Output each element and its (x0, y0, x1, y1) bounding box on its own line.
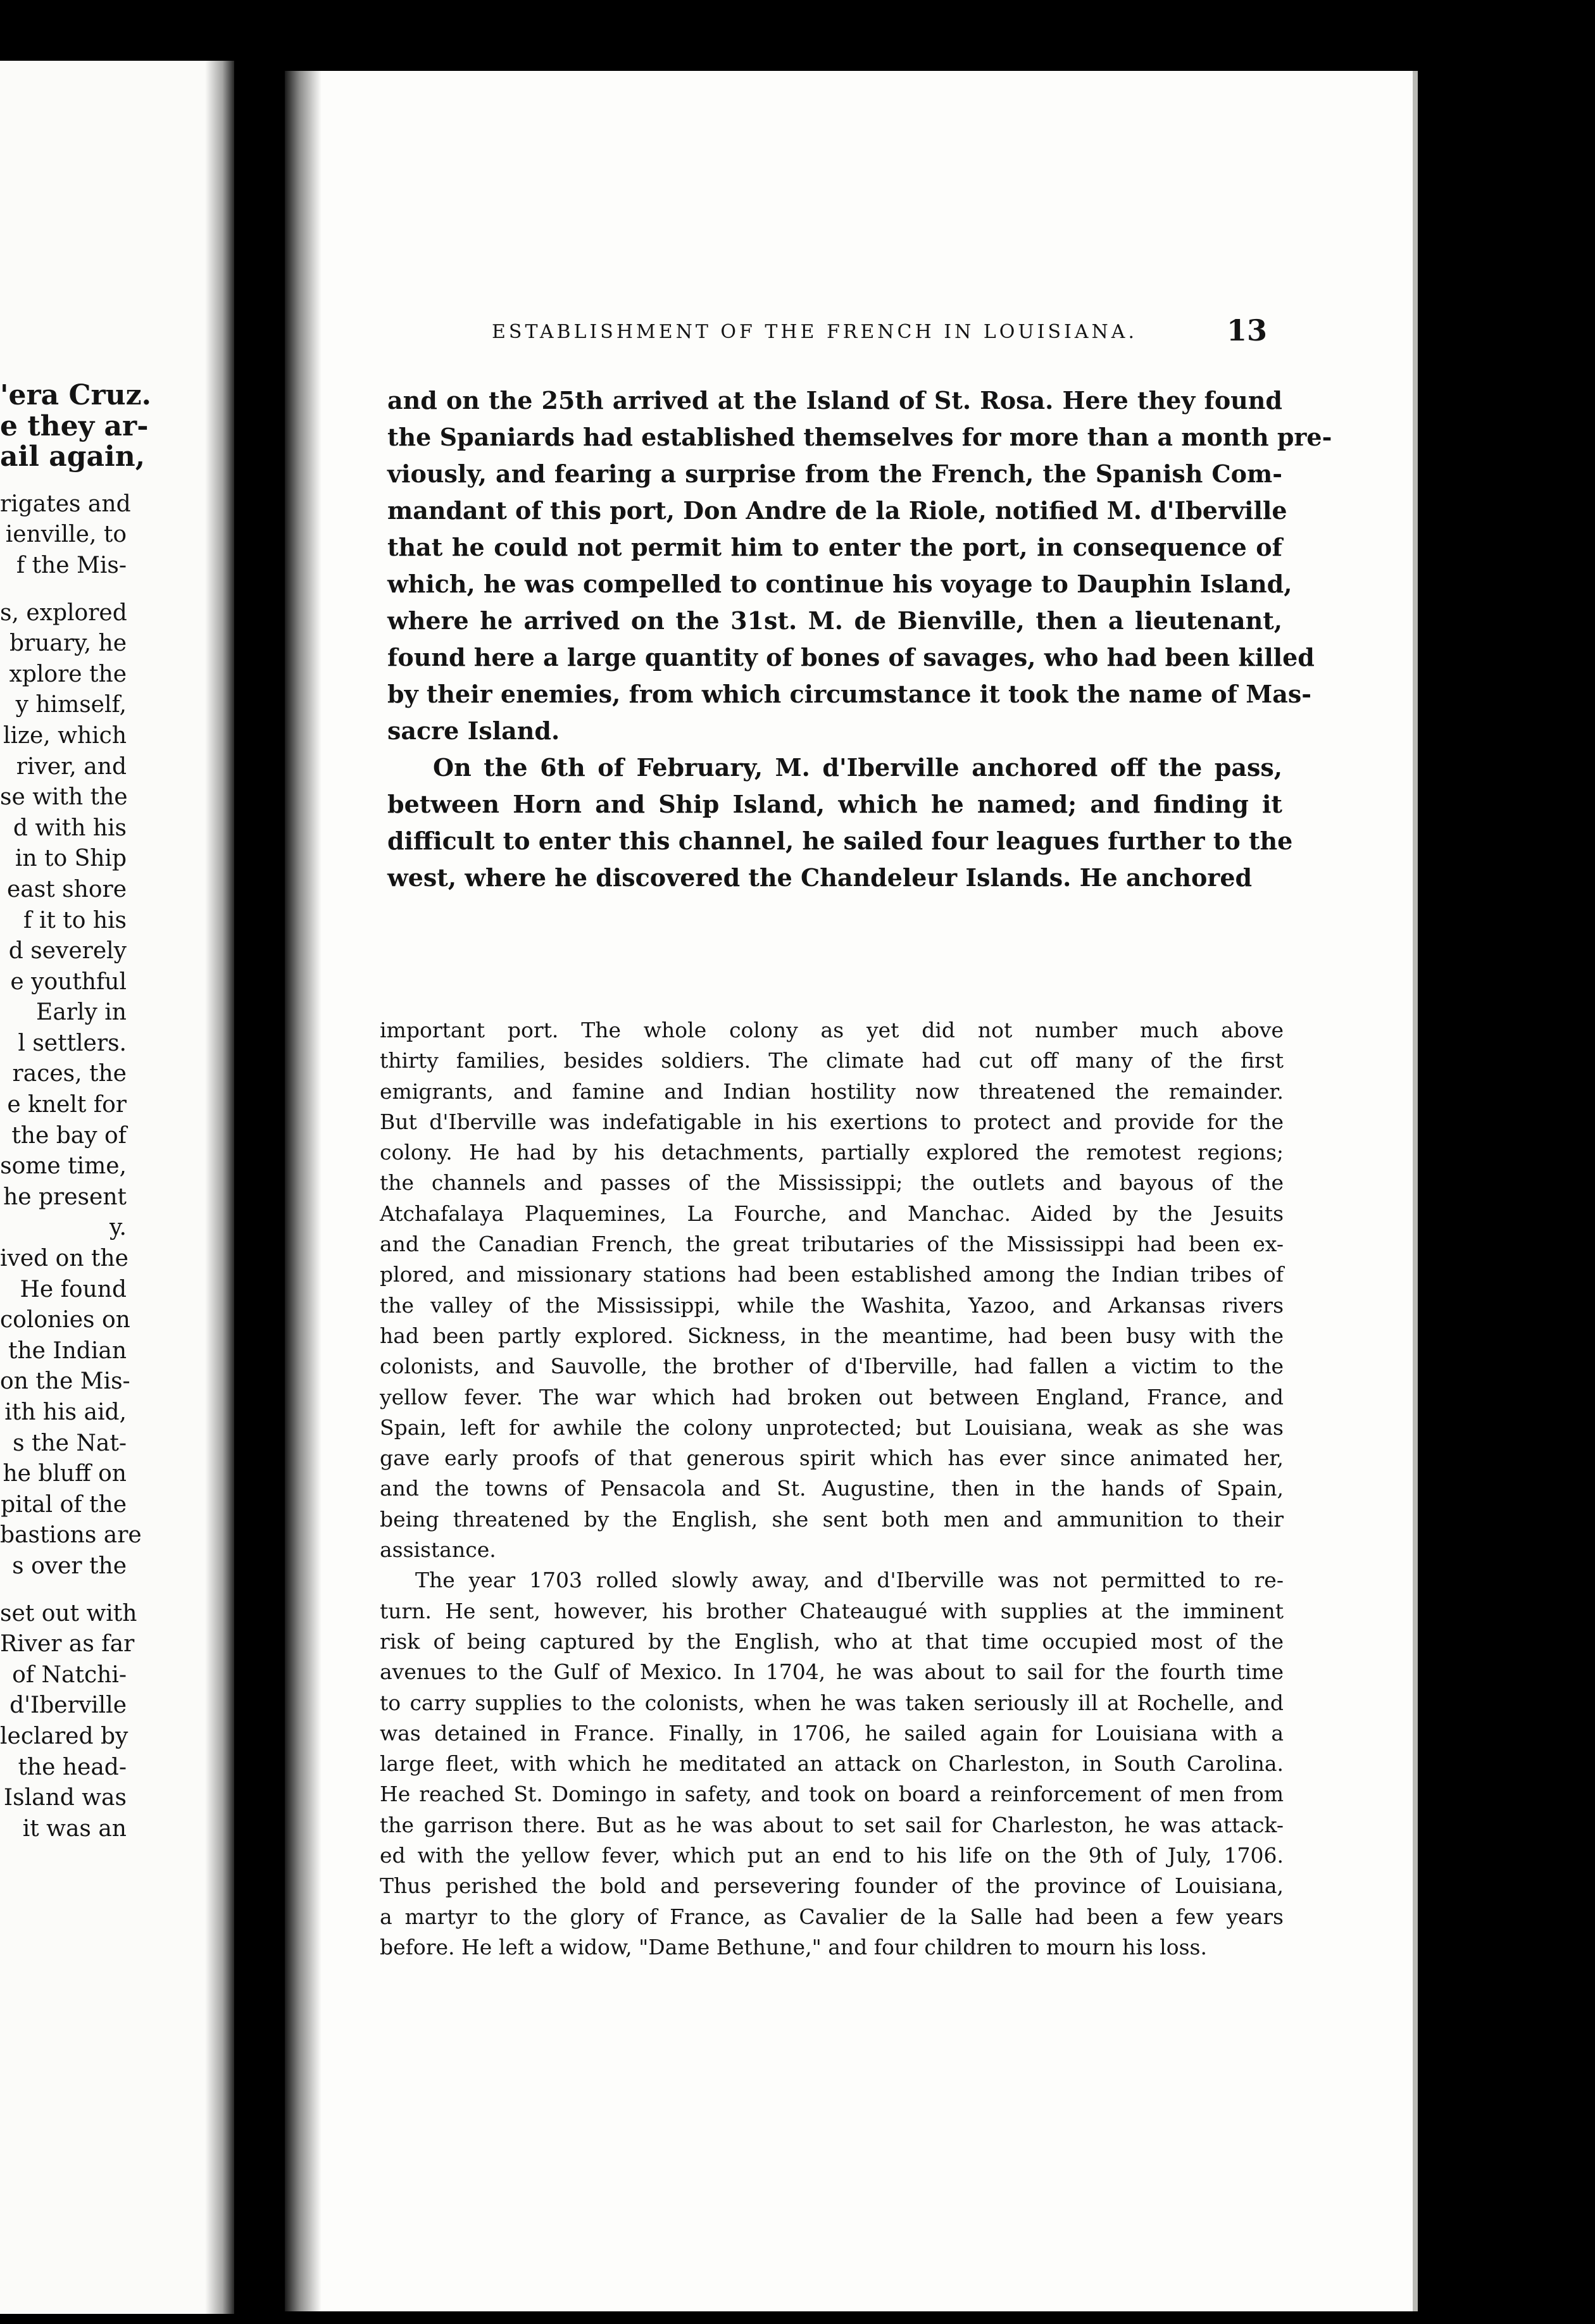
left-page-line: e youthful (10, 968, 127, 995)
left-page-line (0, 473, 127, 489)
left-page-line: e knelt for (7, 1092, 127, 1118)
left-page-line: some time, (0, 1153, 127, 1180)
left-page-line (0, 1582, 127, 1599)
left-page-line: se with the (0, 784, 128, 811)
left-page-line: the head- (18, 1754, 127, 1780)
footnote-line: The year 1703 rolled slowly away, and d'Iberville was not permitted to re- (415, 1568, 1284, 1593)
footnote-line: assistance. (380, 1537, 496, 1563)
footnote-line: to carry supplies to the colonists, when he was taken seriously ill at Rochelle, and (380, 1690, 1284, 1715)
left-page-line: He found (20, 1276, 127, 1303)
footnote-line: important port. The whole colony as yet did not number much above (380, 1018, 1284, 1042)
left-page-line: rigates and (0, 490, 131, 517)
left-page-line: colonies on (0, 1307, 130, 1334)
footnote-line: the valley of the Mississippi, while the Washita, Yazoo, and Arkansas rivers (380, 1292, 1284, 1318)
left-page-line: Island was (3, 1785, 127, 1811)
left-page-line: the Indian (8, 1337, 127, 1364)
body-line: where he arrived on the 31st. M. de Bienville, then a lieutenant, (387, 606, 1282, 635)
body-line: and on the 25th arrived at the Island of St. Rosa. Here they found (387, 386, 1282, 415)
left-page-line: on the Mis- (0, 1368, 130, 1395)
body-line: that he could not permit him to enter the port, in consequence of (387, 533, 1282, 561)
footnote-line: thirty families, besides soldiers. The climate had cut off many of the first (380, 1048, 1284, 1073)
left-page-line: f it to his (23, 907, 127, 934)
footnote-line: the channels and passes of the Mississippi; the outlets and bayous of the (380, 1170, 1284, 1196)
body-line: mandant of this port, Don Andre de la Riole, notified M. d'Iberville (387, 496, 1287, 525)
left-page-line: set out with (0, 1600, 137, 1627)
body-line: found here a large quantity of bones of savages, who had been killed (387, 643, 1315, 672)
left-page-line: bastions are (0, 1522, 142, 1549)
page-edge (1413, 71, 1418, 2311)
footnote-line: turn. He sent, however, his brother Chateaugué with supplies at the imminent (380, 1598, 1284, 1623)
body-text (387, 382, 1332, 896)
footnote-line: He reached St. Domingo in safety, and took on board a reinforcement of men from (380, 1782, 1284, 1807)
binding-shadow (285, 71, 322, 2311)
footnote-line: yellow fever. The war which had broken out between England, France, and (380, 1384, 1284, 1409)
footnote-line: avenues to the Gulf of Mexico. In 1704, he was about to sail for the fourth time (380, 1659, 1284, 1685)
left-page-line: pital of the (1, 1491, 127, 1518)
footnote-line: and the Canadian French, the great tributaries of the Mississippi had been ex- (380, 1232, 1284, 1257)
left-page-line: xplore the (9, 661, 127, 687)
footnote-line: before. He left a widow, "Dame Bethune," and four children to mourn his loss. (380, 1934, 1207, 1959)
footnote-line: But d'Iberville was indefatigable in his exertions to protect and provide for the (380, 1109, 1284, 1134)
left-page-line: it was an (22, 1815, 127, 1842)
body-line: viously, and fearing a surprise from the French, the Spanish Com- (387, 459, 1282, 488)
left-page-line: 'era Cruz. (0, 379, 151, 411)
footnote-line: ed with the yellow fever, which put an end to his life on the 9th of July, 1706. (380, 1843, 1284, 1868)
left-page (0, 61, 234, 2314)
left-page-line: races, the (12, 1061, 127, 1087)
left-page-text (0, 379, 151, 1844)
footnote-line: Spain, left for awhile the colony unprotected; but Louisiana, weak as she was (380, 1415, 1284, 1440)
left-page-line: d severely (8, 938, 127, 965)
left-page-line: ived on the (0, 1246, 128, 1272)
footnote-line: and the towns of Pensacola and St. Augustine, then in the hands of Spain, (380, 1476, 1284, 1501)
footnote-line: a martyr to the glory of France, as Cavalier de la Salle had been a few years (380, 1904, 1284, 1929)
footnote-line: emigrants, and famine and Indian hostility now threatened the remainder. (380, 1078, 1284, 1104)
footnote-line: colony. He had by his detachments, partially explored the remotest regions; (380, 1140, 1284, 1165)
left-page-line: ail again, (0, 440, 146, 473)
left-page-line: ith his aid, (4, 1399, 127, 1425)
left-page-line: l settlers. (18, 1030, 127, 1056)
body-line: On the 6th of February, M. d'Iberville anchored off the pass, (433, 753, 1282, 782)
left-page-line: bruary, he (9, 630, 127, 657)
footnote-line: Thus perished the bold and persevering founder of the province of Louisiana, (380, 1873, 1284, 1899)
left-page-line: lize, which (3, 722, 127, 749)
left-page-line: he bluff on (3, 1461, 127, 1487)
footnote-line: plored, and missionary stations had been established among the Indian tribes of (380, 1262, 1284, 1287)
left-page-line (0, 582, 127, 598)
left-page-line: y himself, (15, 692, 127, 718)
body-line: sacre Island. (387, 716, 560, 745)
footnote-line: large fleet, with which he meditated an attack on Charleston, in South Carolina. (380, 1751, 1284, 1777)
body-line: which, he was compelled to continue his voyage to Dauphin Island, (387, 570, 1292, 598)
gutter-shadow (205, 61, 234, 2314)
left-page-line: e they ar- (0, 409, 149, 442)
footnote-line: was detained in France. Finally, in 1706, he sailed again for Louisiana with a (380, 1720, 1284, 1746)
left-page-line: s the Nat- (13, 1430, 127, 1456)
footnote-line: the garrison there. But as he was about to set sail for Charleston, he was attack- (380, 1812, 1284, 1837)
left-page-line: River as far (0, 1631, 135, 1658)
left-page-line: d'Iberville (9, 1692, 127, 1719)
running-head: ESTABLISHMENT OF THE FRENCH IN LOUISIANA. (492, 321, 1137, 343)
footnote-line: risk of being captured by the English, who at that time occupied most of the (380, 1628, 1284, 1654)
footnote-line: being threatened by the English, she sent both men and ammunition to their (380, 1506, 1284, 1532)
footnote-line: colonists, and Sauvolle, the brother of d'Iberville, had fallen a victim to the (380, 1354, 1284, 1379)
left-page-line: f the Mis- (16, 552, 127, 578)
left-page-line: river, and (16, 753, 127, 780)
footnote-text (380, 1015, 1284, 1963)
footnote-line: gave early proofs of that generous spirit which has ever since animated her, (380, 1446, 1284, 1471)
footnote-line: had been partly explored. Sickness, in the meantime, had been busy with the (380, 1323, 1284, 1348)
left-page-line: he present (3, 1184, 127, 1210)
left-page-line: in to Ship (15, 846, 127, 872)
left-page-line: d with his (13, 815, 127, 841)
left-page-line: s over the (12, 1552, 127, 1579)
page-number: 13 (1227, 313, 1268, 347)
body-line: by their enemies, from which circumstance it took the name of Mas- (387, 680, 1312, 708)
left-page-line: s, explored (0, 599, 127, 626)
left-page-line: the bay of (11, 1122, 127, 1149)
body-line: between Horn and Ship Island, which he named; and finding it (387, 790, 1282, 818)
left-page-line: y. (109, 1215, 127, 1241)
body-line: west, where he discovered the Chandeleur Islands. He anchored (387, 863, 1253, 892)
right-page (285, 71, 1418, 2311)
left-page-line: leclared by (0, 1723, 128, 1749)
body-line: the Spaniards had established themselves for more than a month pre- (387, 423, 1332, 451)
left-page-line: of Natchi- (12, 1661, 127, 1688)
footnote-line: Atchafalaya Plaquemines, La Fourche, and Manchac. Aided by the Jesuits (380, 1201, 1284, 1226)
left-page-line: east shore (7, 876, 127, 903)
left-page-line: ienville, to (5, 522, 127, 548)
left-page-line: Early in (36, 999, 127, 1026)
body-line: difficult to enter this channel, he sailed four leagues further to the (387, 827, 1293, 855)
